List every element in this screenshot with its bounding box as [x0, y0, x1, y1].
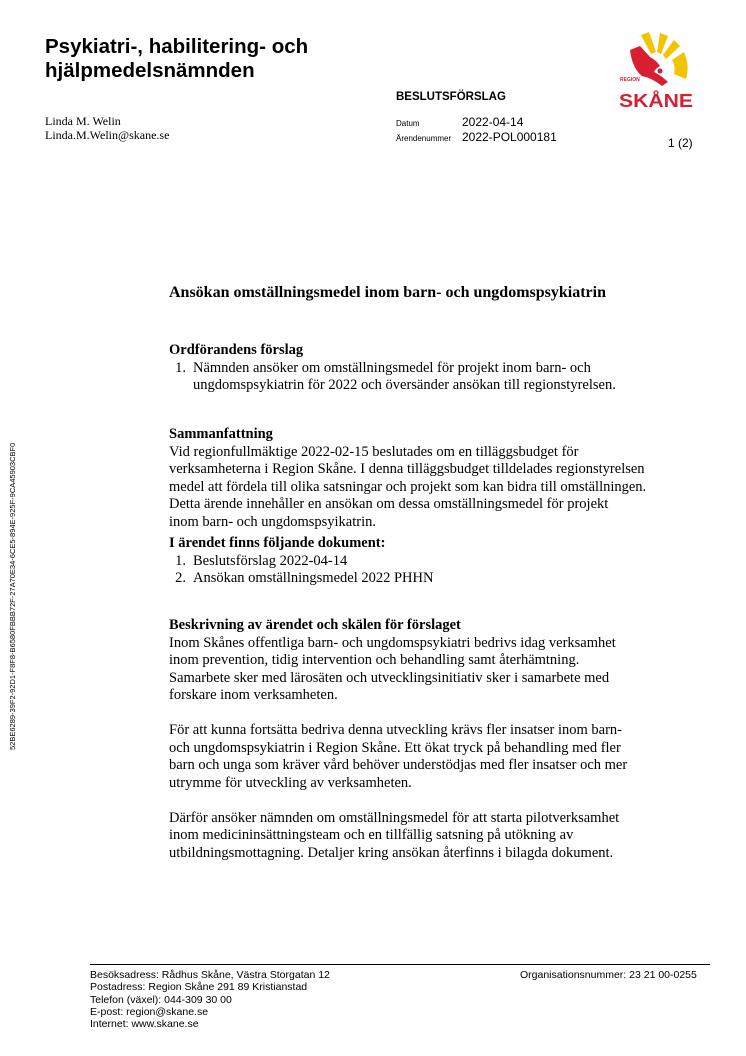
document-id-vertical: 52BE6289-39F2-92D1-F8F8-B6580FBBB72F-27A70E34-6CE5-894E-925F-9CA45903CBF0	[8, 442, 17, 750]
organization-number: Organisationsnummer: 23 21 00-0255	[520, 969, 697, 981]
organization-line: Psykiatri-, habilitering- och	[45, 35, 309, 58]
list-item-text: Beslutsförslag 2022-04-14	[193, 552, 348, 569]
text-line: utbildningsmottagning. Detaljer kring ansökan återfinns i bilagda dokument.	[169, 844, 614, 861]
list-item	[169, 570, 433, 588]
text-line: För att kunna fortsätta bedriva denna utveckling krävs fler insatser inom barn-	[169, 722, 622, 738]
case-value: 2022-POL000181	[462, 130, 557, 144]
list-item	[169, 360, 616, 395]
list-item-text: Ansökan omställningsmedel 2022 PHHN	[193, 570, 434, 586]
section-heading: Sammanfattning	[169, 426, 273, 442]
text-line: Inom Skånes offentliga barn- och ungdomspsykiatri bedrivs idag verksamhet	[169, 634, 616, 651]
case-label: Ärendenummer	[396, 134, 452, 143]
text-line: forskare inom verksamheten.	[169, 687, 338, 703]
footer-line: Postadress: Region Skåne 291 89 Kristianstad	[90, 981, 308, 994]
text-line: Vid regionfullmäktige 2022-02-15 beslutades om en tilläggsbudget för	[169, 443, 579, 460]
section-documents	[169, 535, 433, 588]
description-paragraph	[169, 635, 627, 705]
text-line: Nämnden ansöker om omställningsmedel för projekt inom barn- och	[193, 359, 591, 376]
page-indicator: 1 (2)	[668, 136, 693, 150]
date-value: 2022-04-14	[462, 115, 524, 129]
text-line: barn och unga som kräver vård behöver understödjas med fler insatser och mer	[169, 757, 628, 773]
footer-line: Telefon (växel): 044-309 30 00	[90, 993, 232, 1006]
organization-name	[45, 35, 308, 83]
text-line: medel att fördela till olika satsningar och projekt som kan bidra till omställningen.	[169, 478, 647, 495]
section-summary	[169, 426, 646, 531]
text-line: ungdomspsykiatrin för 2022 och översänder ansökan till regionstyrelsen.	[193, 377, 616, 393]
text-line: verksamheterna i Region Skåne. I denna tilläggsbudget tilldelades regionstyrelsen	[169, 461, 645, 477]
date-label: Datum	[396, 119, 420, 128]
section-heading: I ärendet finns följande dokument:	[169, 535, 386, 551]
contact-name: Linda M. Welin	[45, 114, 121, 128]
document-meta	[396, 115, 557, 145]
description-paragraph	[169, 810, 627, 863]
section-heading: Ordförandens förslag	[169, 342, 304, 358]
list-item-text	[193, 360, 616, 395]
section-description	[169, 617, 627, 862]
text-line: inom medicininsättningsteam och en tillfällig satsning på utökning av	[169, 827, 574, 843]
text-line: utrymme för utveckling av verksamheten.	[169, 774, 412, 791]
text-line: inom prevention, tidig intervention och behandling samt återhämtning.	[169, 652, 580, 668]
text-line: inom barn- och ungdomspsyikatrin.	[169, 513, 377, 530]
document-type: BESLUTSFÖRSLAG	[396, 91, 506, 103]
summary-paragraph	[169, 444, 646, 532]
text-line: Detta ärende innehåller en ansökan om dessa omställningsmedel för projekt	[169, 496, 609, 512]
contact-info	[45, 114, 169, 142]
list-item	[169, 553, 433, 571]
text-line: Därför ansöker nämnden om omställningsmedel för att starta pilotverksamhet	[169, 809, 620, 826]
footer-line: Internet: www.skane.se	[90, 1018, 199, 1031]
list-number: 2.	[175, 570, 186, 586]
footer-line: E-post: region@skane.se	[90, 1005, 209, 1018]
text-line: och ungdomspsykiatrin i Region Skåne. Ett ökat tryck på behandling med fler	[169, 739, 621, 756]
list-number: 1.	[175, 359, 186, 376]
contact-email: Linda.M.Welin@skane.se	[45, 128, 170, 142]
documents-list	[169, 553, 433, 588]
document-title: Ansökan omställningsmedel inom barn- och ungdomspsykiatrin	[169, 284, 606, 301]
logo-region-text: REGION	[620, 77, 640, 83]
description-paragraph	[169, 722, 627, 792]
logo-skane-text: SKÅNE	[619, 91, 693, 108]
proposal-list	[169, 360, 616, 395]
section-heading: Beskrivning av ärendet och skälen för förslaget	[169, 617, 461, 633]
footer-address	[90, 969, 330, 1030]
organization-line: hjälpmedelsnämnden	[45, 59, 255, 82]
footer-line: Besöksadress: Rådhus Skåne, Västra Storgatan 12	[90, 969, 330, 981]
text-line: Samarbete sker med lärosäten och utvecklingsinitiativ sker i samarbete med	[169, 669, 610, 686]
section-proposal	[169, 342, 616, 395]
region-skane-logo	[616, 32, 696, 108]
footer-divider	[90, 964, 710, 965]
list-number: 1.	[175, 552, 186, 569]
